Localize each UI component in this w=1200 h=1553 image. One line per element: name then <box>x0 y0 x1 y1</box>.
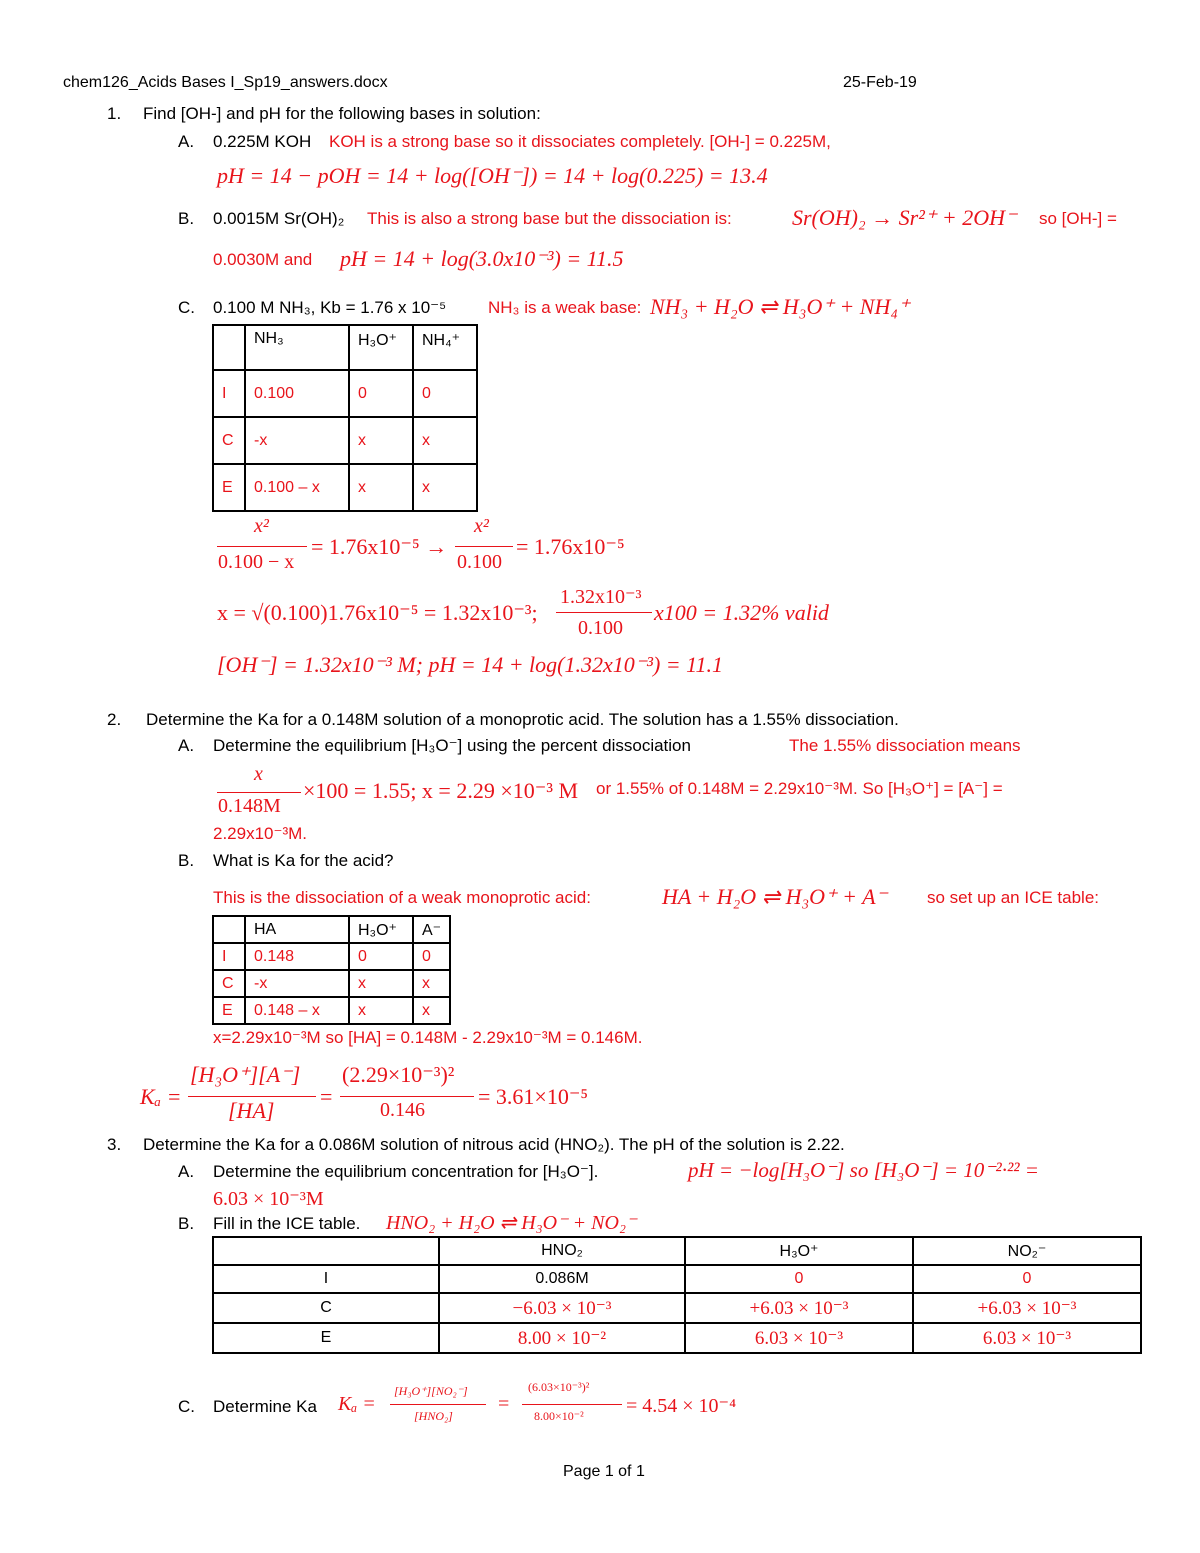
table-header-row <box>213 1237 1141 1265</box>
table-cell: H₃O⁺ <box>349 325 413 370</box>
table-cell: 0 <box>685 1265 913 1293</box>
q2b-reaction: HA + H₂O ⇌ H₃O⁺ + A⁻ <box>662 884 888 909</box>
q1c-eq1-rhs: = 1.76x10⁻⁵ → <box>311 534 448 559</box>
equals-sign: = <box>498 1393 510 1415</box>
fraction-bar <box>455 546 513 547</box>
q3c-prompt: Determine Ka <box>213 1397 317 1416</box>
table-row <box>213 370 477 417</box>
table-cell: NH₃ <box>245 325 349 370</box>
footer-page-number: Page 1 of 1 <box>563 1463 645 1480</box>
q3a-label: A. <box>178 1162 195 1181</box>
table-cell: 6.03 × 10⁻³ <box>685 1323 913 1353</box>
table-cell: A⁻ <box>413 916 450 943</box>
q2a-answer3: 2.29x10⁻³M. <box>213 824 308 843</box>
table-cell <box>213 916 245 943</box>
fraction-bar <box>217 546 307 547</box>
q3c-numerator1: [H₃O⁺][NO₂⁻] <box>394 1384 468 1398</box>
table-row <box>213 1323 1141 1353</box>
table-cell <box>213 325 245 370</box>
q1b-conc: 0.0030M and <box>213 250 313 269</box>
table-row <box>213 1293 1141 1323</box>
q2-ka-numerator2: (2.29×10⁻³)² <box>342 1062 455 1087</box>
q1c-eq2-rhs: x100 = 1.32% valid <box>654 600 829 625</box>
q1c-eq1b-rhs: = 1.76x10⁻⁵ <box>516 534 625 559</box>
table-cell: E <box>213 1323 439 1353</box>
q3a-prompt: Determine the equilibrium concentration for [H₃O⁻]. <box>213 1162 599 1181</box>
fraction-bar <box>390 1404 486 1405</box>
q3a-answer2: 6.03 × 10⁻³M <box>213 1188 324 1210</box>
table-row <box>213 970 450 997</box>
q2a-prompt: Determine the equilibrium [H₃O⁻] using the percent dissociation <box>213 736 691 755</box>
table-cell: x <box>349 417 413 464</box>
q2b-prompt: What is Ka for the acid? <box>213 851 394 870</box>
table-cell: -x <box>245 417 349 464</box>
q1c-given: 0.100 M NH₃, Kb = 1.76 x 10⁻⁵ <box>213 298 447 317</box>
table-header-row <box>213 916 450 943</box>
q1b-reaction: Sr(OH)₂ → Sr²⁺ + 2OH⁻ <box>792 205 1017 230</box>
q3c-denominator1: [HNO₂] <box>414 1409 453 1423</box>
table-cell: NH₄⁺ <box>413 325 477 370</box>
table-cell: 0.148 – x <box>245 997 349 1024</box>
table-cell: -x <box>245 970 349 997</box>
table-cell: +6.03 × 10⁻³ <box>685 1293 913 1323</box>
q2-ka-denominator1: [HA] <box>228 1098 275 1123</box>
q1c-eq2-lhs: x = √(0.100)1.76x10⁻⁵ = 1.32x10⁻³; <box>217 600 538 625</box>
q1b-label: B. <box>178 209 195 228</box>
table-cell: E <box>213 997 245 1024</box>
table-cell: −6.03 × 10⁻³ <box>439 1293 685 1323</box>
q1c-eq3: [OH⁻] = 1.32x10⁻³ M; pH = 14 + log(1.32x10⁻³) = 11.1 <box>217 652 724 677</box>
q2a-eq-numerator: x <box>254 763 263 785</box>
q3-prompt: Determine the Ka for a 0.086M solution of nitrous acid (HNO₂). The pH of the solution is 2.22. <box>143 1135 845 1154</box>
q2a-answer: The 1.55% dissociation means <box>789 736 1021 755</box>
table-cell: x <box>413 464 477 511</box>
table-cell: x <box>413 417 477 464</box>
table-row <box>213 417 477 464</box>
q1c-label: C. <box>178 298 195 317</box>
q2b-answer: This is the dissociation of a weak monoprotic acid: <box>213 888 591 907</box>
q1c-eq1-denominator: 0.100 − x <box>218 551 295 573</box>
q2a-eq-rhs: ×100 = 1.55; x = 2.29 ×10⁻³ M <box>303 778 579 803</box>
table-cell: x <box>349 970 413 997</box>
table-cell: +6.03 × 10⁻³ <box>913 1293 1141 1323</box>
q3b-reaction: HNO₂ + H₂O ⇌ H₃O⁻ + NO₂⁻ <box>386 1212 637 1234</box>
table-header-row <box>213 325 477 370</box>
q2b-answer3: x=2.29x10⁻³M so [HA] = 0.148M - 2.29x10⁻³M = 0.146M. <box>213 1028 643 1047</box>
q1-prompt: Find [OH-] and pH for the following bases in solution: <box>143 104 541 123</box>
q1a-given: 0.225M KOH <box>213 132 312 151</box>
q2a-answer2: or 1.55% of 0.148M = 2.29x10⁻³M. So [H₃O⁺] = [A⁻] = <box>596 779 1003 798</box>
table-row <box>213 1265 1141 1293</box>
table-row <box>213 943 450 970</box>
fraction-bar <box>340 1096 474 1097</box>
q2-number: 2. <box>107 710 122 729</box>
table-cell: 0 <box>913 1265 1141 1293</box>
q1c-eq1-numerator: x² <box>254 515 269 537</box>
q1c-eq1b-numerator: x² <box>474 515 489 537</box>
q3-number: 3. <box>107 1135 122 1154</box>
table-cell: I <box>213 943 245 970</box>
table-cell: HA <box>245 916 349 943</box>
q2a-eq-denominator: 0.148M <box>218 795 281 817</box>
q3a-answer: pH = −log[H₃O⁻] so [H₃O⁻] = 10⁻²·²² = <box>688 1158 1039 1182</box>
table-cell: C <box>213 1293 439 1323</box>
table-cell: 0.148 <box>245 943 349 970</box>
q2a-label: A. <box>178 736 195 755</box>
table-cell: 0 <box>349 370 413 417</box>
q1b-answer: This is also a strong base but the dissociation is: <box>367 209 732 228</box>
header-filename: chem126_Acids Bases I_Sp19_answers.docx <box>63 74 388 91</box>
q3c-denominator2: 8.00×10⁻² <box>534 1409 584 1423</box>
q3c-numerator2: (6.03×10⁻³)² <box>528 1380 590 1394</box>
table-row <box>213 464 477 511</box>
q1b-so: so [OH-] = <box>1039 209 1117 228</box>
q1-number: 1. <box>107 104 122 123</box>
table-cell: 6.03 × 10⁻³ <box>913 1323 1141 1353</box>
q1c-eq2-denominator: 0.100 <box>578 617 623 639</box>
table-cell: x <box>413 970 450 997</box>
table-cell: H₃O⁺ <box>349 916 413 943</box>
q1c-eq2-numerator: 1.32x10⁻³ <box>560 586 642 608</box>
q3c-label: C. <box>178 1397 195 1416</box>
table-cell: I <box>213 370 245 417</box>
table-cell <box>213 1237 439 1265</box>
table-cell: NO₂⁻ <box>913 1237 1141 1265</box>
q2-ka-lhs: Kₐ = <box>140 1084 182 1109</box>
q2-ka-result: = 3.61×10⁻⁵ <box>478 1084 589 1109</box>
table-cell: x <box>413 997 450 1024</box>
table-cell: C <box>213 417 245 464</box>
q2b-label: B. <box>178 851 195 870</box>
table-cell: 0 <box>413 370 477 417</box>
q2-ka-denominator2: 0.146 <box>380 1099 425 1121</box>
q3c-lhs: Kₐ = <box>338 1393 376 1415</box>
q2-prompt: Determine the Ka for a 0.148M solution of a monoprotic acid. The solution has a 1.55% dissociation. <box>146 710 899 729</box>
header-date: 25-Feb-19 <box>843 74 917 91</box>
table-cell: C <box>213 970 245 997</box>
fraction-bar <box>217 792 301 793</box>
q3b-ice-table <box>212 1236 1142 1354</box>
q3c-result: = 4.54 × 10⁻⁴ <box>626 1395 737 1417</box>
fraction-bar <box>522 1404 622 1405</box>
q3b-prompt: Fill in the ICE table. <box>213 1214 361 1233</box>
fraction-bar <box>556 612 652 613</box>
q2b-answer2: so set up an ICE table: <box>927 888 1099 907</box>
q1b-given: 0.0015M Sr(OH)₂ <box>213 209 345 228</box>
q1c-reaction: NH₃ + H₂O ⇌ H₃O⁺ + NH₄⁺ <box>650 294 910 319</box>
q1a-label: A. <box>178 132 195 151</box>
table-cell: 0.100 <box>245 370 349 417</box>
table-cell: H₃O⁺ <box>685 1237 913 1265</box>
table-cell: x <box>349 997 413 1024</box>
table-row <box>213 997 450 1024</box>
q1c-eq1b-denominator: 0.100 <box>457 551 502 573</box>
table-cell: 8.00 × 10⁻² <box>439 1323 685 1353</box>
equals-sign: = <box>320 1084 333 1109</box>
q2b-ice-table <box>212 915 451 1025</box>
table-cell: x <box>349 464 413 511</box>
fraction-bar <box>188 1096 316 1097</box>
table-cell: 0.100 – x <box>245 464 349 511</box>
q1b-equation: pH = 14 + log(3.0x10⁻³) = 11.5 <box>340 246 624 271</box>
q1a-answer: KOH is a strong base so it dissociates completely. [OH-] = 0.225M, <box>329 132 831 151</box>
table-cell: 0 <box>413 943 450 970</box>
table-cell: I <box>213 1265 439 1293</box>
table-cell: 0 <box>349 943 413 970</box>
table-cell: E <box>213 464 245 511</box>
q3b-label: B. <box>178 1214 195 1233</box>
table-cell: HNO₂ <box>439 1237 685 1265</box>
q2-ka-numerator1: [H₃O⁺][A⁻] <box>190 1062 301 1087</box>
q1a-equation: pH = 14 − pOH = 14 + log([OH⁻]) = 14 + log(0.225) = 13.4 <box>217 163 768 188</box>
q1c-answer: NH₃ is a weak base: <box>488 298 642 317</box>
table-cell: 0.086M <box>439 1265 685 1293</box>
q1c-ice-table <box>212 324 478 512</box>
